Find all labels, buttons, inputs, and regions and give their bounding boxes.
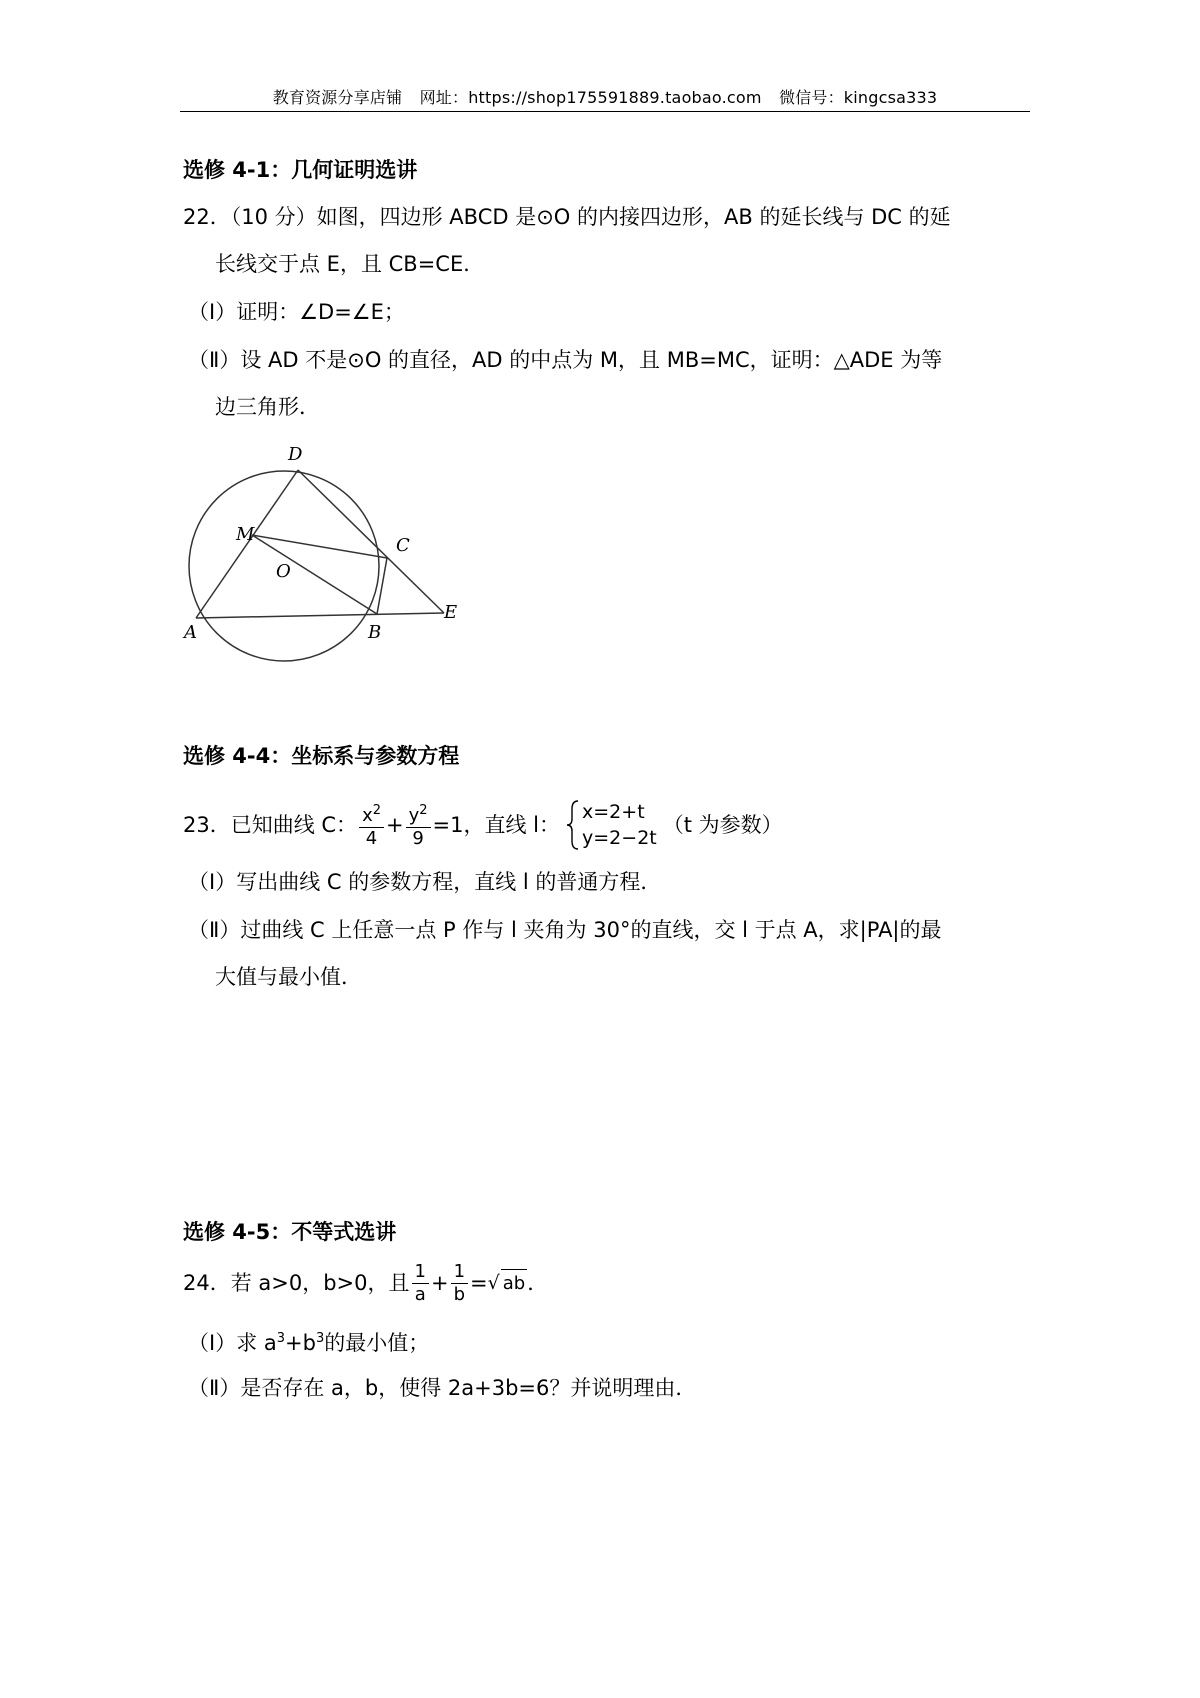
header-wechat: 微信号：kingcsa333	[778, 88, 938, 107]
sys-eq1: x=2+t	[582, 801, 645, 823]
fraction-1-over-b: $\frac{1}{b}$	[451, 1261, 468, 1306]
sqrt-ab: ab	[501, 1269, 527, 1298]
label-b: B	[368, 622, 382, 643]
q23-prefix: 23．已知曲线 C：	[183, 813, 358, 837]
q24-part2: （Ⅱ）是否存在 a，b，使得 2a+3b=6？并说明理由．	[188, 1376, 697, 1400]
label-d: D	[288, 444, 303, 465]
segment-mb	[252, 535, 377, 614]
equals-sign: =	[470, 1271, 488, 1295]
q24-part1: （Ⅰ）求 $a^3+b^3$的最小值；	[188, 1331, 430, 1355]
q23-param: （t 为参数）	[662, 813, 783, 837]
section-title-4-4: 选修 4-4：坐标系与参数方程	[183, 744, 460, 768]
q22-stem-line2: 长线交于点 E，且 CB=CE．	[215, 252, 485, 276]
segment-de	[298, 470, 444, 613]
label-e: E	[444, 602, 458, 623]
q23-eq: =1，直线 l：	[432, 813, 561, 837]
q24-end: ．	[527, 1271, 549, 1295]
q22-geometry-figure	[180, 440, 480, 680]
section-title-4-5: 选修 4-5：不等式选讲	[183, 1220, 397, 1244]
plus-sign: +	[430, 1271, 449, 1295]
header-url: 网址：https://shop175591889.taobao.com	[419, 88, 762, 107]
fraction-x2-over-4: $\frac{x^2}{4}$	[359, 800, 384, 850]
line-parametric-system	[566, 799, 657, 851]
q22-stem-line1: 22．（10 分）如图，四边形 ABCD 是⊙O 的内接四边形，AB 的延长线与 DC 的延	[183, 205, 951, 229]
q23-part2-line2: 大值与最小值．	[215, 965, 362, 989]
sys-eq2: y=2−2t	[582, 827, 657, 849]
label-m: M	[236, 524, 255, 545]
q24-prefix: 24．若 a>0，b>0，且	[183, 1271, 410, 1295]
fraction-1-over-a: $\frac{1}{a}$	[412, 1261, 429, 1306]
header-divider	[180, 111, 1030, 112]
q23-part2-line1: （Ⅱ）过曲线 C 上任意一点 P 作与 l 夹角为 30°的直线，交 l 于点 A，求|PA|的最	[188, 918, 942, 942]
label-c: C	[396, 535, 410, 556]
label-o: O	[276, 561, 291, 582]
label-a: A	[184, 622, 197, 643]
q22-part2-line2: 边三角形．	[215, 395, 320, 419]
q23-stem	[183, 800, 783, 850]
segment-ae	[196, 613, 444, 618]
plus-sign: +	[386, 813, 404, 837]
q24-stem	[183, 1258, 548, 1308]
q22-part2-line1: （Ⅱ）设 AD 不是⊙O 的直径，AD 的中点为 M，且 MB=MC，证明：△ADE 为等	[188, 348, 943, 372]
q22-part1: （Ⅰ）证明：∠D=∠E；	[188, 300, 405, 324]
header-shop: 教育资源分享店铺	[272, 88, 403, 107]
fraction-y2-over-9: $\frac{y^2}{9}$	[406, 800, 431, 850]
q23-part1: （Ⅰ）写出曲线 C 的参数方程，直线 l 的普通方程．	[188, 870, 662, 894]
segment-mc	[252, 535, 387, 558]
radical-icon: √	[487, 1272, 500, 1294]
page-header	[180, 88, 1030, 108]
section-title-4-1: 选修 4-1：几何证明选讲	[183, 158, 418, 182]
brace-icon	[566, 799, 580, 851]
